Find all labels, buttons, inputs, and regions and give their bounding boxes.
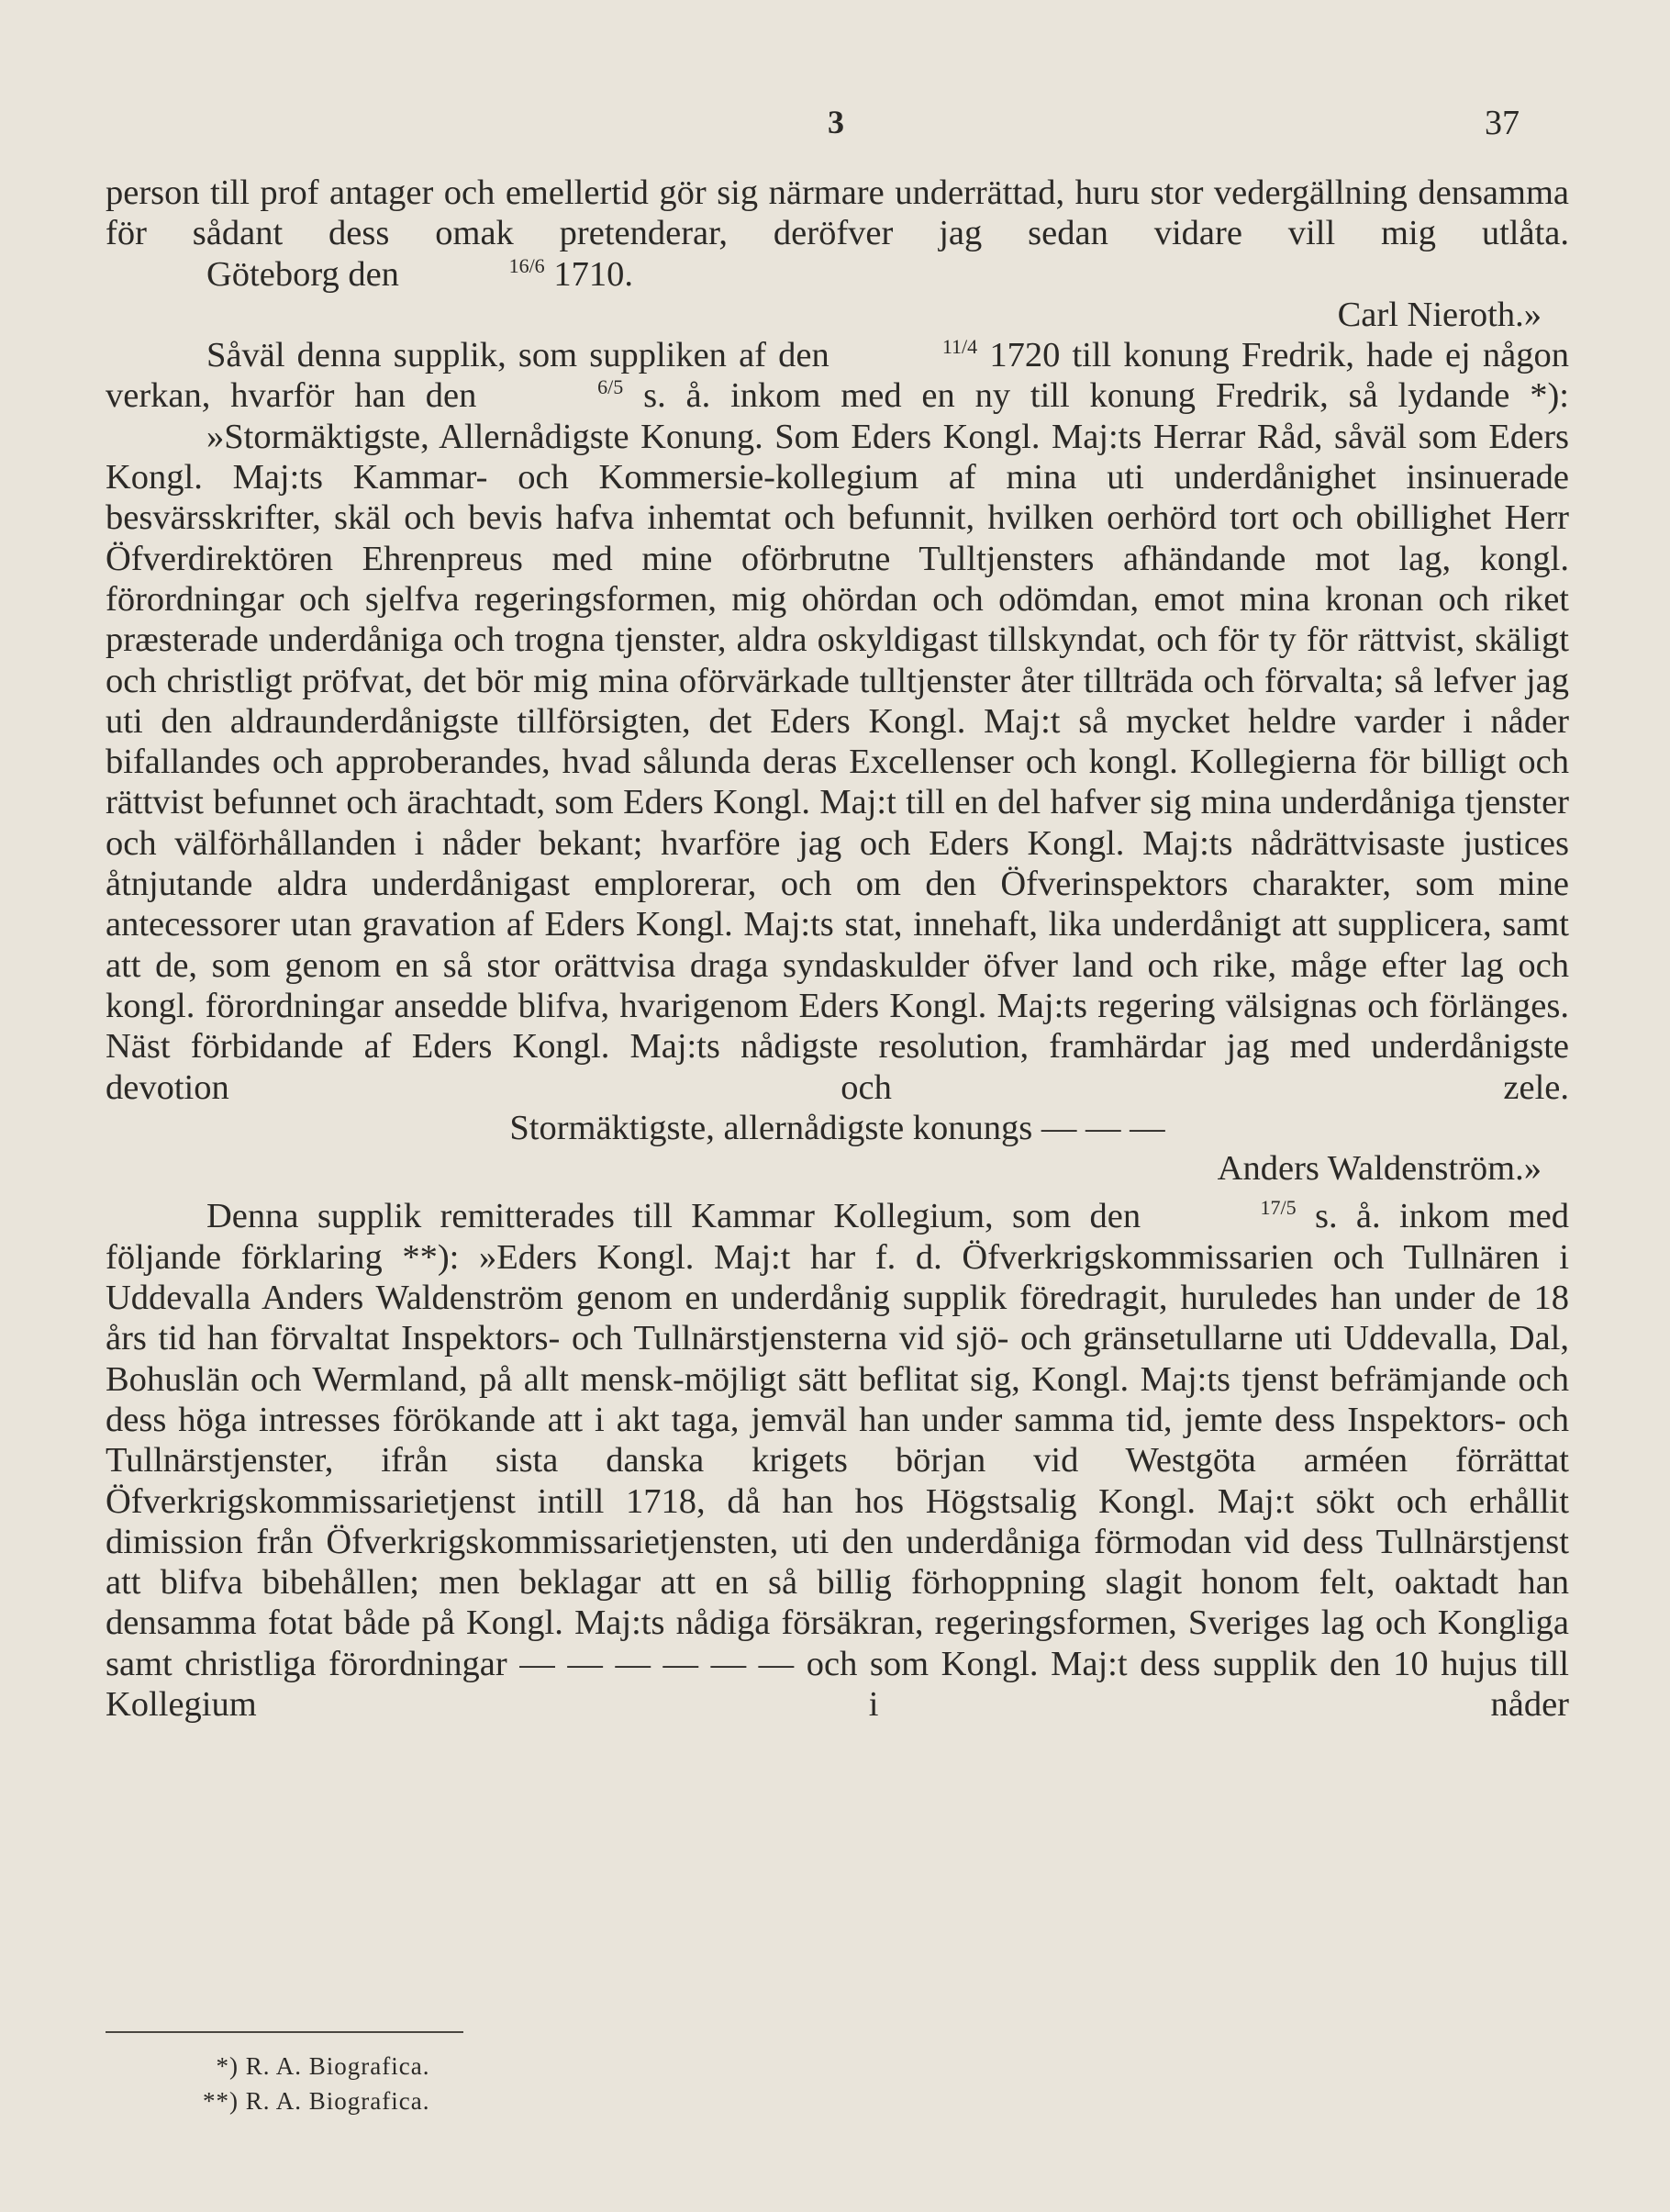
narrative-part-1: Såväl denna supplik, som suppliken af den — [206, 336, 841, 375]
dateline-year: 1710. — [544, 254, 633, 294]
footnote-mark: **) — [203, 2087, 239, 2115]
date-fraction: 16/6 — [508, 253, 545, 277]
closing-formula: Stormäktigste, allernådigste konungs — — — — [509, 1108, 1165, 1147]
footnote-mark: *) — [216, 2052, 239, 2080]
narrative-part-2: 1720 till konung Fredrik, hade ej någon verkan, hvarför han den — [106, 336, 1569, 416]
signature-nieroth: Carl Nieroth.» — [1337, 295, 1542, 334]
paragraph-continued: person till prof antager och emellertid gör sig närmare underrättad, huru stor vedergällning densamma för sådant dess omak pretenderar, deröfver jag sedan vidare vill mig utlåta. — [106, 173, 1569, 253]
footnote-divider — [106, 2031, 463, 2033]
kollegium-part-1: Denna supplik remitterades till Kammar Kollegium, som den — [206, 1197, 1160, 1236]
narrative-part-3: s. å. inkom med en ny till konung Fredrik, så lydande *): — [623, 376, 1569, 416]
page-number: 37 — [1485, 104, 1520, 142]
dateline — [106, 254, 1569, 295]
footnote — [174, 2049, 429, 2084]
kollegium-part-2: s. å. inkom med följande förklaring **): »Eders Kongl. Maj:t har f. d. Öfverkrigskommissarien och Tullnären i Uddevalla Anders Waldenström genom en underdånig supplik föredragit, huruledes han under de 18 års tid han förvaltat Inspektors- och Tullnärstjensterna vid sjö- och gränsetullarne uti Uddevalla, Dal, Bohuslän och Wermland, på allt mensk-möjligt sätt beflitat sig, Kongl. Maj:ts tjenst befrämjande och dess höga intresses förökande att i akt taga, jemväl han under samma tid, jemte dess Inspektors- och Tullnärstjenster, ifrån sista danska krigets början vid Westgöta arméen förrättat Öfverkrigskommissarietjenst intill 1718, då han hos Högstsalig Kongl. Maj:t sökt och erhållit dimission från Öfverkrigskommissarietjensten, uti den underdåniga förmodan vid dess Tullnärstjenst att blifva bibehållen; men beklagar att en så billig förhoppning slagit honom felt, oaktadt han densamma fotat både på Kongl. Maj:ts nådiga försäkran, regeringsformen, Sveriges lag och Kongliga samt christliga förordningar — — — — — — och som Kongl. Maj:t dess supplik den 10 hujus till Kollegium i nåder — [106, 1197, 1570, 1724]
footnotes — [174, 2049, 429, 2118]
dateline-text: Göteborg den — [206, 254, 399, 294]
footnote — [174, 2084, 429, 2118]
signature-waldenstrom: Anders Waldenström.» — [1217, 1149, 1542, 1189]
date-fraction: 6/5 — [597, 375, 624, 399]
paragraph-narrative — [106, 335, 1569, 417]
supplication-text: »Stormäktigste, Allernådigste Konung. Som Eders Kongl. Maj:ts Herrar Råd, såväl som Eders Kongl. Maj:ts Kammar- och Kommersie-kollegium af mina uti underdånighet insinuerade besvärsskrifter, skäl och bevis hafva inhemtat och befunnit, hvilken oerhörd tort och obillighet Herr Öfverdirektören Ehrenpreus med mine oförbrutne Tulltjensters afhändande mot lag, kongl. förordningar och sjelfva regeringsformen, mig ohördan och odömdan, emot mina kronan och riket præsterade underdåniga och trogna tjenster, aldra oskyldigast tillskyndat, och för ty för rättvist, skäligt och christligt pröfvat, det bör mig mina oförvärkade tulltjenster åter tillträda och förvalta; så lefver jag uti den aldraunderdånigste tillförsigten, det Eders Kongl. Maj:t så mycket heldre varder i nåder bifallandes och approberandes, hvad sålunda deras Excellenser och kongl. Kollegierna för billigt och rättvist befunnet och ärachtadt, som Eders Kongl. Maj:t till en del hafver sig mina underdåniga tjenster och välförhållanden i nåder bekant; hvarföre jag och Eders Kongl. Maj:ts nådrättvisaste justices åtnjutande aldra underdånigast emplorerar, och om den Öfverinspektors charakter, som mine antecessorer utan gravation af Eders Kongl. Maj:ts stat, innehaft, lika underdånigt att supplicera, samt att de, som genom en så stor orättvisa draga syndaskulder öfver land och rike, måge efter lag och kongl. förordningar ansedde blifva, hvarigenom Eders Kongl. Maj:ts regering välsignas och förlänges. Näst förbidande af Eders Kongl. Maj:ts nådigste resolution, framhärdar jag med underdånigste devotion och zele. — [106, 417, 1569, 1107]
date-fraction: 17/5 — [1260, 1196, 1297, 1220]
body-text — [106, 173, 1569, 1725]
footnote-text: R. A. Biografica. — [245, 2087, 430, 2115]
page-header — [0, 103, 1670, 149]
signature-mark: 3 — [828, 104, 844, 140]
paragraph-kollegium — [106, 1196, 1569, 1725]
footnote-text: R. A. Biografica. — [245, 2052, 430, 2080]
date-fraction: 11/4 — [941, 335, 978, 359]
